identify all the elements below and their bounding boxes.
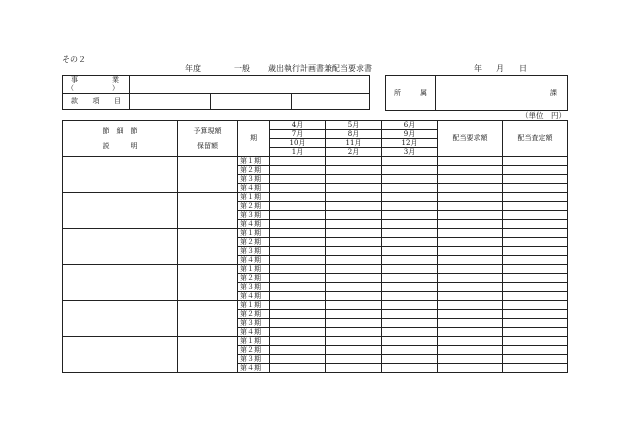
paren-close: ）: [112, 84, 119, 92]
setsu-description-field[interactable]: [63, 265, 178, 301]
header-setsu-cell: [63, 121, 178, 157]
allocation-request-field[interactable]: [438, 346, 503, 355]
allocation-assessed-field[interactable]: [503, 292, 568, 301]
allocation-assessed-field[interactable]: [503, 157, 568, 166]
allocation-request-field[interactable]: [438, 301, 503, 310]
month-amount-field-1[interactable]: [270, 229, 326, 238]
header-ki: 期: [238, 121, 270, 157]
month-amount-field-3[interactable]: [382, 211, 438, 220]
budget-amount-field[interactable]: [178, 337, 238, 373]
month-header: 1月: [270, 148, 326, 157]
month-amount-field-3[interactable]: [382, 166, 438, 175]
period-label: 第３期: [238, 211, 270, 220]
month-header: 11月: [326, 139, 382, 148]
allocation-request-field[interactable]: [438, 355, 503, 364]
month-amount-field-2[interactable]: [326, 310, 382, 319]
allocation-assessed-field[interactable]: [503, 328, 568, 337]
month-amount-field-3[interactable]: [382, 202, 438, 211]
allocation-assessed-field[interactable]: [503, 220, 568, 229]
period-label: 第３期: [238, 247, 270, 256]
table-row: [63, 337, 568, 346]
period-label: 第１期: [238, 229, 270, 238]
month-amount-field-2[interactable]: [326, 346, 382, 355]
allocation-request-field[interactable]: [438, 175, 503, 184]
month-header: 6月: [382, 121, 438, 130]
allocation-assessed-field[interactable]: [503, 265, 568, 274]
month-amount-field-1[interactable]: [270, 301, 326, 310]
table-row: [63, 229, 568, 238]
month-header: 3月: [382, 148, 438, 157]
month-amount-field-3[interactable]: [382, 238, 438, 247]
unit-label: （単位 円）: [521, 111, 566, 120]
budget-amount-field[interactable]: [178, 193, 238, 229]
month-amount-field-2[interactable]: [326, 229, 382, 238]
form-number: その２: [62, 55, 86, 64]
allocation-request-field[interactable]: [438, 265, 503, 274]
month-amount-field-3[interactable]: [382, 301, 438, 310]
period-label: 第４期: [238, 292, 270, 301]
month-amount-field-1[interactable]: [270, 355, 326, 364]
table-row: [63, 193, 568, 202]
setsu-description-field[interactable]: [63, 337, 178, 373]
month-amount-field-2[interactable]: [326, 319, 382, 328]
allocation-assessed-field[interactable]: [503, 346, 568, 355]
period-label: 第２期: [238, 202, 270, 211]
moku-field[interactable]: [292, 94, 370, 110]
month-amount-field-2[interactable]: [326, 292, 382, 301]
month-amount-field-2[interactable]: [326, 256, 382, 265]
execution-plan-table: [62, 120, 568, 373]
allocation-request-field[interactable]: [438, 256, 503, 265]
allocation-request-field[interactable]: [438, 238, 503, 247]
month-amount-field-1[interactable]: [270, 256, 326, 265]
period-label: 第１期: [238, 193, 270, 202]
month-amount-field-3[interactable]: [382, 157, 438, 166]
header-yosan: 予算現額: [193, 126, 222, 135]
item-label-kou: 項: [92, 97, 100, 105]
header-yosan-cell: [178, 121, 238, 157]
month-amount-field-1[interactable]: [270, 319, 326, 328]
allocation-assessed-field[interactable]: [503, 283, 568, 292]
month-amount-field-1[interactable]: [270, 220, 326, 229]
month-amount-field-2[interactable]: [326, 364, 382, 373]
date-year: 年: [474, 64, 482, 73]
month-amount-field-1[interactable]: [270, 247, 326, 256]
period-label: 第１期: [238, 301, 270, 310]
allocation-request-field[interactable]: [438, 211, 503, 220]
month-amount-field-2[interactable]: [326, 301, 382, 310]
month-header: 9月: [382, 130, 438, 139]
header-haito-yokyu: 配当要求額: [438, 121, 503, 157]
allocation-request-field[interactable]: [438, 310, 503, 319]
month-header: 12月: [382, 139, 438, 148]
month-amount-field-2[interactable]: [326, 265, 382, 274]
month-amount-field-3[interactable]: [382, 319, 438, 328]
allocation-request-field[interactable]: [438, 193, 503, 202]
department-field[interactable]: [436, 76, 568, 111]
allocation-assessed-field[interactable]: [503, 202, 568, 211]
month-amount-field-2[interactable]: [326, 328, 382, 337]
allocation-request-field[interactable]: [438, 328, 503, 337]
month-amount-field-2[interactable]: [326, 184, 382, 193]
project-label-2: 業: [112, 76, 119, 84]
allocation-request-field[interactable]: [438, 274, 503, 283]
month-amount-field-3[interactable]: [382, 184, 438, 193]
month-header: 5月: [326, 121, 382, 130]
month-amount-field-2[interactable]: [326, 247, 382, 256]
allocation-request-field[interactable]: [438, 202, 503, 211]
setsu-description-field[interactable]: [63, 193, 178, 229]
period-label: 第４期: [238, 220, 270, 229]
period-label: 第２期: [238, 238, 270, 247]
period-label: 第２期: [238, 346, 270, 355]
allocation-request-field[interactable]: [438, 292, 503, 301]
allocation-assessed-field[interactable]: [503, 211, 568, 220]
setsu-description-field[interactable]: [63, 157, 178, 193]
month-amount-field-1[interactable]: [270, 310, 326, 319]
allocation-assessed-field[interactable]: [503, 364, 568, 373]
budget-amount-field[interactable]: [178, 157, 238, 193]
month-amount-field-1[interactable]: [270, 292, 326, 301]
month-amount-field-3[interactable]: [382, 265, 438, 274]
month-amount-field-1[interactable]: [270, 175, 326, 184]
month-amount-field-3[interactable]: [382, 175, 438, 184]
header-setsu: 節 細 節: [102, 126, 138, 135]
month-amount-field-3[interactable]: [382, 310, 438, 319]
month-amount-field-2[interactable]: [326, 157, 382, 166]
month-amount-field-2[interactable]: [326, 211, 382, 220]
allocation-request-field[interactable]: [438, 184, 503, 193]
department-label-1: 所: [394, 88, 401, 97]
allocation-request-field[interactable]: [438, 220, 503, 229]
month-amount-field-2[interactable]: [326, 193, 382, 202]
month-amount-field-3[interactable]: [382, 292, 438, 301]
month-amount-field-2[interactable]: [326, 202, 382, 211]
period-label: 第１期: [238, 265, 270, 274]
period-label: 第４期: [238, 364, 270, 373]
allocation-assessed-field[interactable]: [503, 229, 568, 238]
month-amount-field-1[interactable]: [270, 166, 326, 175]
table-row: [63, 301, 568, 310]
month-amount-field-3[interactable]: [382, 337, 438, 346]
period-label: 第４期: [238, 256, 270, 265]
month-amount-field-2[interactable]: [326, 175, 382, 184]
allocation-request-field[interactable]: [438, 157, 503, 166]
month-amount-field-3[interactable]: [382, 193, 438, 202]
date-day: 日: [519, 64, 527, 73]
allocation-request-field[interactable]: [438, 337, 503, 346]
account-type: 一般: [234, 64, 250, 73]
month-amount-field-2[interactable]: [326, 355, 382, 364]
table-row: [63, 265, 568, 274]
month-amount-field-1[interactable]: [270, 283, 326, 292]
allocation-request-field[interactable]: [438, 364, 503, 373]
month-amount-field-3[interactable]: [382, 346, 438, 355]
allocation-assessed-field[interactable]: [503, 238, 568, 247]
month-amount-field-1[interactable]: [270, 193, 326, 202]
month-amount-field-3[interactable]: [382, 355, 438, 364]
month-amount-field-2[interactable]: [326, 274, 382, 283]
setsu-description-field[interactable]: [63, 301, 178, 337]
allocation-assessed-field[interactable]: [503, 301, 568, 310]
period-label: 第４期: [238, 184, 270, 193]
month-amount-field-3[interactable]: [382, 229, 438, 238]
budget-amount-field[interactable]: [178, 229, 238, 265]
item-label-moku: 目: [114, 97, 121, 105]
allocation-assessed-field[interactable]: [503, 193, 568, 202]
month-amount-field-1[interactable]: [270, 238, 326, 247]
project-label-1: 事: [71, 76, 78, 84]
month-amount-field-3[interactable]: [382, 328, 438, 337]
allocation-request-field[interactable]: [438, 229, 503, 238]
allocation-request-field[interactable]: [438, 166, 503, 175]
allocation-assessed-field[interactable]: [503, 256, 568, 265]
item-label-cell: [63, 94, 130, 110]
month-amount-field-2[interactable]: [326, 283, 382, 292]
allocation-assessed-field[interactable]: [503, 355, 568, 364]
kan-field[interactable]: [130, 94, 211, 110]
period-label: 第３期: [238, 319, 270, 328]
period-label: 第２期: [238, 310, 270, 319]
month-header: 8月: [326, 130, 382, 139]
period-label: 第２期: [238, 166, 270, 175]
allocation-assessed-field[interactable]: [503, 184, 568, 193]
section-suffix: 課: [550, 88, 557, 97]
allocation-request-field[interactable]: [438, 247, 503, 256]
month-header: 2月: [326, 148, 382, 157]
header-setsumei: 説 明: [102, 141, 138, 150]
allocation-request-field[interactable]: [438, 283, 503, 292]
fiscal-year-label: 年度: [185, 64, 201, 73]
period-label: 第４期: [238, 328, 270, 337]
month-amount-field-1[interactable]: [270, 337, 326, 346]
month-amount-field-3[interactable]: [382, 274, 438, 283]
month-amount-field-3[interactable]: [382, 364, 438, 373]
allocation-assessed-field[interactable]: [503, 319, 568, 328]
allocation-assessed-field[interactable]: [503, 310, 568, 319]
month-amount-field-2[interactable]: [326, 238, 382, 247]
month-amount-field-1[interactable]: [270, 184, 326, 193]
month-amount-field-3[interactable]: [382, 283, 438, 292]
setsu-description-field[interactable]: [63, 229, 178, 265]
month-amount-field-1[interactable]: [270, 346, 326, 355]
month-amount-field-2[interactable]: [326, 337, 382, 346]
project-label-cell: [63, 76, 130, 94]
month-amount-field-2[interactable]: [326, 166, 382, 175]
month-amount-field-1[interactable]: [270, 211, 326, 220]
month-amount-field-1[interactable]: [270, 202, 326, 211]
period-label: 第３期: [238, 175, 270, 184]
month-amount-field-3[interactable]: [382, 220, 438, 229]
month-amount-field-1[interactable]: [270, 364, 326, 373]
allocation-assessed-field[interactable]: [503, 247, 568, 256]
item-label-kan: 款: [71, 97, 78, 105]
budget-amount-field[interactable]: [178, 301, 238, 337]
allocation-assessed-field[interactable]: [503, 166, 568, 175]
table-row: [63, 157, 568, 166]
document-title: 歳出執行計画書兼配当要求書: [268, 64, 372, 73]
month-amount-field-1[interactable]: [270, 265, 326, 274]
month-amount-field-3[interactable]: [382, 247, 438, 256]
period-label: 第３期: [238, 283, 270, 292]
header-haito-satei: 配当査定額: [503, 121, 568, 157]
month-amount-field-1[interactable]: [270, 157, 326, 166]
period-label: 第１期: [238, 337, 270, 346]
header-horyu: 保留額: [197, 141, 218, 150]
kou-field[interactable]: [211, 94, 292, 110]
period-label: 第１期: [238, 157, 270, 166]
allocation-assessed-field[interactable]: [503, 337, 568, 346]
project-name-field[interactable]: [130, 76, 370, 94]
department-table: [385, 75, 568, 111]
department-label-2: 属: [420, 88, 427, 97]
month-header: 10月: [270, 139, 326, 148]
month-amount-field-1[interactable]: [270, 328, 326, 337]
period-label: 第３期: [238, 355, 270, 364]
month-amount-field-3[interactable]: [382, 256, 438, 265]
month-amount-field-2[interactable]: [326, 220, 382, 229]
period-label: 第２期: [238, 274, 270, 283]
budget-amount-field[interactable]: [178, 265, 238, 301]
month-header: 4月: [270, 121, 326, 130]
project-info-table: [62, 75, 370, 110]
allocation-request-field[interactable]: [438, 319, 503, 328]
month-header: 7月: [270, 130, 326, 139]
department-label-cell: [386, 76, 436, 111]
allocation-assessed-field[interactable]: [503, 175, 568, 184]
allocation-assessed-field[interactable]: [503, 274, 568, 283]
date-month: 月: [496, 64, 504, 73]
month-amount-field-1[interactable]: [270, 274, 326, 283]
paren-open: （: [67, 84, 74, 92]
